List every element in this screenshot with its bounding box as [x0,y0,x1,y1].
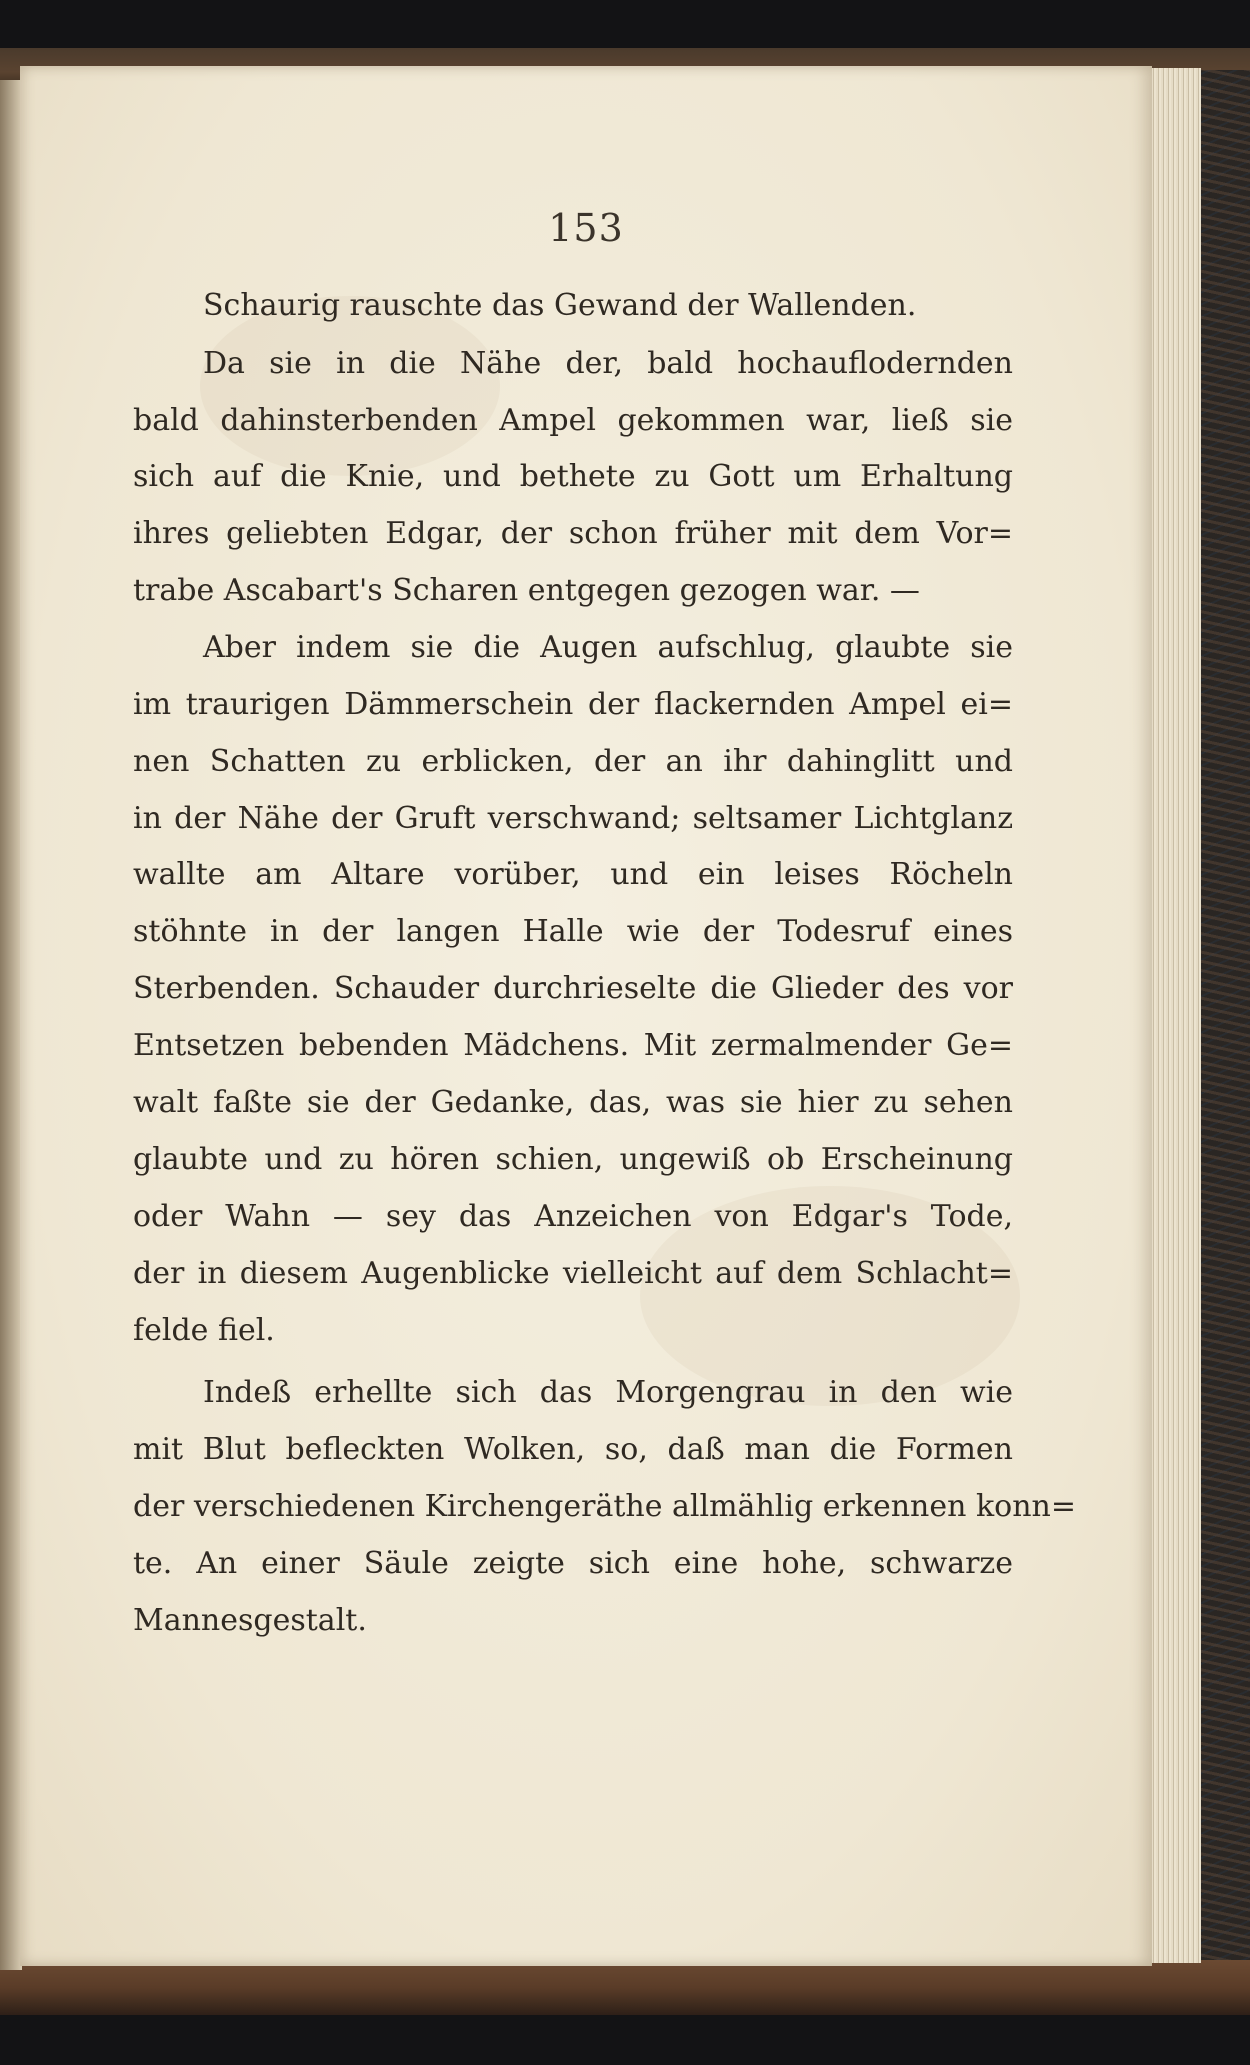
text-line-24: Mannesgestalt. [133,1603,367,1638]
text-line-23: te. An einer Säule zeigte sich eine hohe, schwarze [133,1546,1013,1581]
text-line-17: oder Wahn — sey das Anzeichen von Edgar's Tode, [133,1199,1013,1234]
text-line-16: glaubte und zu hören schien, ungewiß ob Erscheinung [133,1142,1013,1177]
book-cover-bottom-edge [0,1960,1250,2015]
text-line-5: ihres geliebten Edgar, der schon früher mit dem Vor= [133,516,1013,551]
text-line-6: trabe Ascabart's Scharen entgegen gezogen war. — [133,573,920,608]
text-line-21: mit Blut befleckten Wolken, so, daß man die Formen [133,1432,1013,1467]
text-line-4: sich auf die Knie, und bethete zu Gott um Erhaltung [133,459,1013,494]
text-line-3: bald dahinsterbenden Ampel gekommen war, ließ sie [133,403,1013,438]
text-line-19: felde fiel. [133,1313,275,1348]
text-line-18: der in diesem Augenblicke vielleicht auf dem Schlacht= [133,1256,1013,1291]
text-line-12: stöhnte in der langen Halle wie der Todesruf eines [133,914,1013,949]
text-line-7: Aber indem sie die Augen aufschlug, glaubte sie [203,630,1013,665]
text-line-15: walt faßte sie der Gedanke, das, was sie hier zu sehen [133,1085,1013,1120]
text-line-13: Sterbenden. Schauder durchrieselte die Glieder des vor [133,971,1013,1006]
facing-page-sliver [0,80,22,1970]
text-line-1: Schaurig rauschte das Gewand der Wallenden. [203,288,917,323]
text-line-11: wallte am Altare vorüber, und ein leises Röcheln [133,857,1013,892]
text-line-9: nen Schatten zu erblicken, der an ihr dahinglitt und [133,744,1013,779]
page-block-edges [1145,68,1201,1963]
text-line-8: im traurigen Dämmerschein der flackernden Ampel ei= [133,687,1013,722]
text-line-14: Entsetzen bebenden Mädchens. Mit zermalmender Ge= [133,1028,1013,1063]
text-line-10: in der Nähe der Gruft verschwand; seltsamer Lichtglanz [133,801,1013,836]
text-line-20: Indeß erhellte sich das Morgengrau in den wie [203,1375,1013,1410]
page-number: 153 [548,206,624,250]
book-page [20,66,1152,1966]
text-line-22: der verschiedenen Kirchengeräthe allmählig erkennen konn= [133,1489,1076,1524]
text-line-2: Da sie in die Nähe der, bald hochauflodernden [203,346,1013,381]
